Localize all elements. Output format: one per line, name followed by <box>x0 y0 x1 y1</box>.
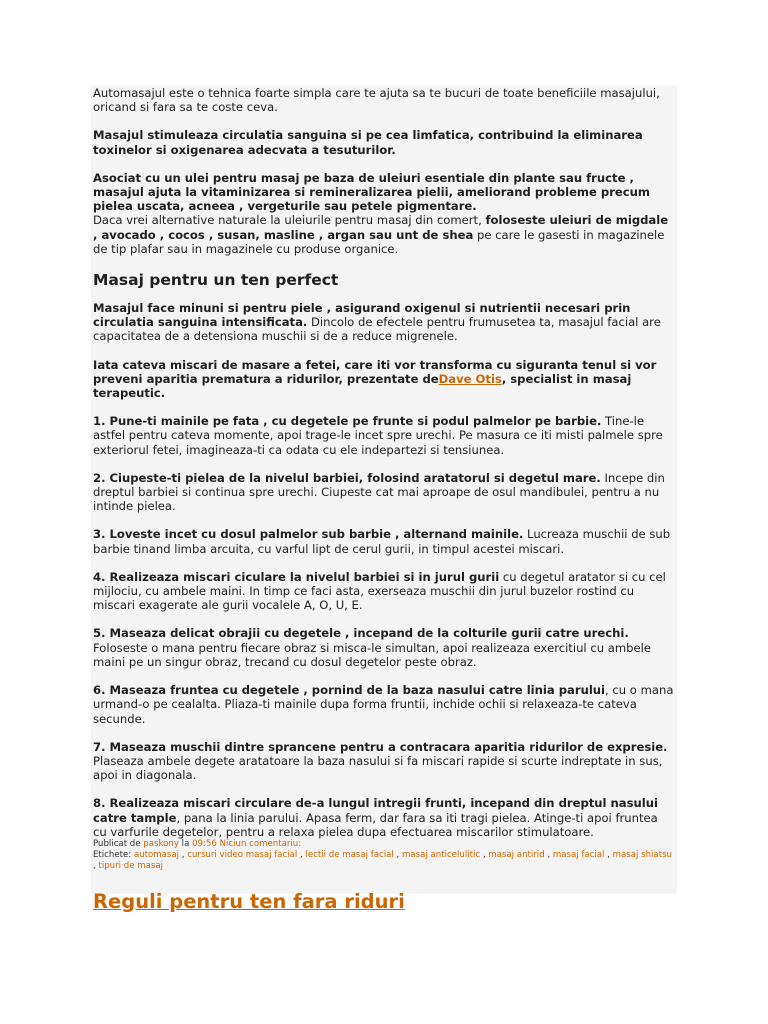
article-content <box>93 86 675 915</box>
skin-text: Dincolo de efectele pentru frumusetea ta, masajul facial are capacitatea de a detensiona muschii si de a reduce migrenele. <box>93 315 661 344</box>
steps-list <box>93 414 675 839</box>
paragraph-intro-moves <box>93 358 675 401</box>
comments-link[interactable]: Niciun comentariu: <box>219 838 302 849</box>
time-link[interactable]: 09:56 <box>192 838 217 849</box>
post-meta <box>93 839 675 872</box>
step-item <box>93 683 675 726</box>
step-title: 3. Loveste incet cu dosul palmelor sub barbie , alternand mainile. <box>93 527 524 542</box>
skin-bold: Masajul face minuni si pentru piele , asigurand oxigenul si nutrientii necesari prin circulatia sanguina intensificata. <box>93 301 631 330</box>
step-title: 1. Pune-ti mainile pe fata , cu degetele pe frunte si podul palmelor pe barbie. <box>93 414 602 429</box>
step-title: 8. Realizeaza miscari circulare de-a lungul intregii frunti, incepand din dreptul nasului catre tample <box>93 796 658 825</box>
moves-bold-end: , specialist in masaj terapeutic. <box>93 371 632 401</box>
author-link[interactable]: paskony <box>143 838 179 849</box>
step-item <box>93 626 675 669</box>
published-prefix: Publicat de <box>93 838 144 849</box>
section-heading: Masaj pentru un ten perfect <box>93 271 339 290</box>
moves-bold: Iata cateva miscari de masare a fetei, care iti vor transforma cu siguranta tenul si vor preveni aparitia prematura a ridurilor, prezentate de <box>93 357 657 386</box>
dave-otis-link[interactable]: Dave Otis <box>438 371 502 386</box>
step-item <box>93 527 675 555</box>
step-text: Plaseaza ambele degete aratatoare la baza nasului si fa miscari rapide si scurte indreptate in sus, apoi in diagonala. <box>93 753 663 783</box>
paragraph-circulation: Masajul stimuleaza circulatia sanguina si pe cea limfatica, contribuind la eliminarea toxinelor si oxigenarea adecvata a tesuturilor. <box>93 128 643 157</box>
step-text: Tine-le astfel pentru cateva momente, apoi trage-le incet spre urechi. Pe masura ce iti misti palmele spre exteriorul fetei, imagineaza-ti ca odata cu ele indepartezi si tensiunea. <box>93 414 663 457</box>
oils-list: foloseste uleiuri de migdale , avocado , cocos , susan, masline , argan sau unt de shea <box>93 213 669 242</box>
step-text: , pana la linia parului. Apasa ferm, dar fara sa iti tragi pielea. Atinge-ti apoi fruntea cu varfurile degetelor, pentru a relaxa pielea dupa efectuarea miscarilor stimulatoare. <box>93 810 658 839</box>
step-title: 5. Maseaza delicat obrajii cu degetele , incepand de la colturile gurii catre urechi. <box>93 626 629 641</box>
paragraph-skin <box>93 301 675 344</box>
paragraph-intro: Automasajul este o tehnica foarte simpla care te ajuta sa te bucuri de toate beneficiile masajului, oricand si fara sa te coste ceva. <box>93 86 660 115</box>
step-title: 2. Ciupeste-ti pielea de la nivelul barbiei, folosind aratatorul si degetul mare. <box>93 470 601 485</box>
at-text: la <box>178 838 193 849</box>
label-link[interactable]: cursuri video masaj facial <box>187 849 298 860</box>
step-text: cu degetul aratator si cu cel mijlociu, cu ambele maini. In timp ce faci asta, exerseaza muschii din jurul buzelor rostind cu miscari exagerate ale gurii vocalele A, O, U, E. <box>93 569 666 613</box>
step-title: 7. Maseaza muschii dintre sprancene pentru a contracara aparitia ridurilor de expresie. <box>93 739 668 754</box>
labels-prefix: Etichete: <box>93 849 134 860</box>
label-link[interactable]: tipuri de masaj <box>98 860 164 871</box>
labels-list: automasaj , cursuri video masaj facial , lectii de masaj facial , masaj anticelulitic , masaj antirid , masaj facial , masaj shiatsu , tipuri de masaj <box>93 849 672 871</box>
next-post-title-link[interactable]: Reguli pentru ten fara riduri <box>93 889 405 913</box>
step-item <box>93 570 675 613</box>
label-link[interactable]: masaj facial <box>552 849 605 860</box>
oils-text: Daca vrei alternative naturale la uleiurile pentru masaj din comert, <box>93 213 486 228</box>
label-link[interactable]: masaj anticelulitic <box>402 849 481 860</box>
step-item <box>93 740 675 783</box>
label-link[interactable]: lectii de masaj facial <box>305 849 394 860</box>
step-text: Foloseste o mana pentru fiecare obraz si misca-le simultan, apoi realizeaza exercitiul cu ambele maini pe un singur obraz, trecand cu dosul degetelor peste obraz. <box>93 640 651 669</box>
step-item <box>93 414 675 457</box>
step-text: , cu o mana urmand-o pe cealalta. Pliaza-ti mainile dupa forma fruntii, inchide ochii si relaxeaza-te cateva secunde. <box>93 683 674 726</box>
paragraph-oils <box>93 171 675 256</box>
step-text: Incepe din dreptul barbiei si continua spre urechi. Ciupeste cat mai aproape de osul mandibulei, pentru a nu intinde pielea. <box>93 470 665 514</box>
label-link[interactable]: masaj shiatsu <box>612 849 672 860</box>
step-title: 4. Realizeaza miscari ciculare la nivelul barbiei si in jurul gurii <box>93 569 500 584</box>
oils-text-end: pe care le gasesti in magazinele de tip plafar sau in magazinele cu produse organice. <box>93 227 665 256</box>
step-text: Lucreaza muschii de sub barbie tinand limba arcuita, cu varful lipt de cerul gurii, in timpul acestei miscari. <box>93 527 671 556</box>
label-link[interactable]: automasaj <box>133 849 180 860</box>
oils-bold: Asociat cu un ulei pentru masaj pe baza de uleiuri esentiale din plante sau fructe , masajul ajuta la vitaminizarea si remineralizarea pielii, ameliorand probleme precum pielea uscata, acneea , vergeturile sau petele pigmentare. <box>93 170 651 214</box>
label-link[interactable]: masaj antirid <box>488 849 545 860</box>
step-item <box>93 471 675 514</box>
step-item <box>93 796 675 839</box>
step-title: 6. Maseaza fruntea cu degetele , pornind de la baza nasului catre linia parului <box>93 683 606 698</box>
